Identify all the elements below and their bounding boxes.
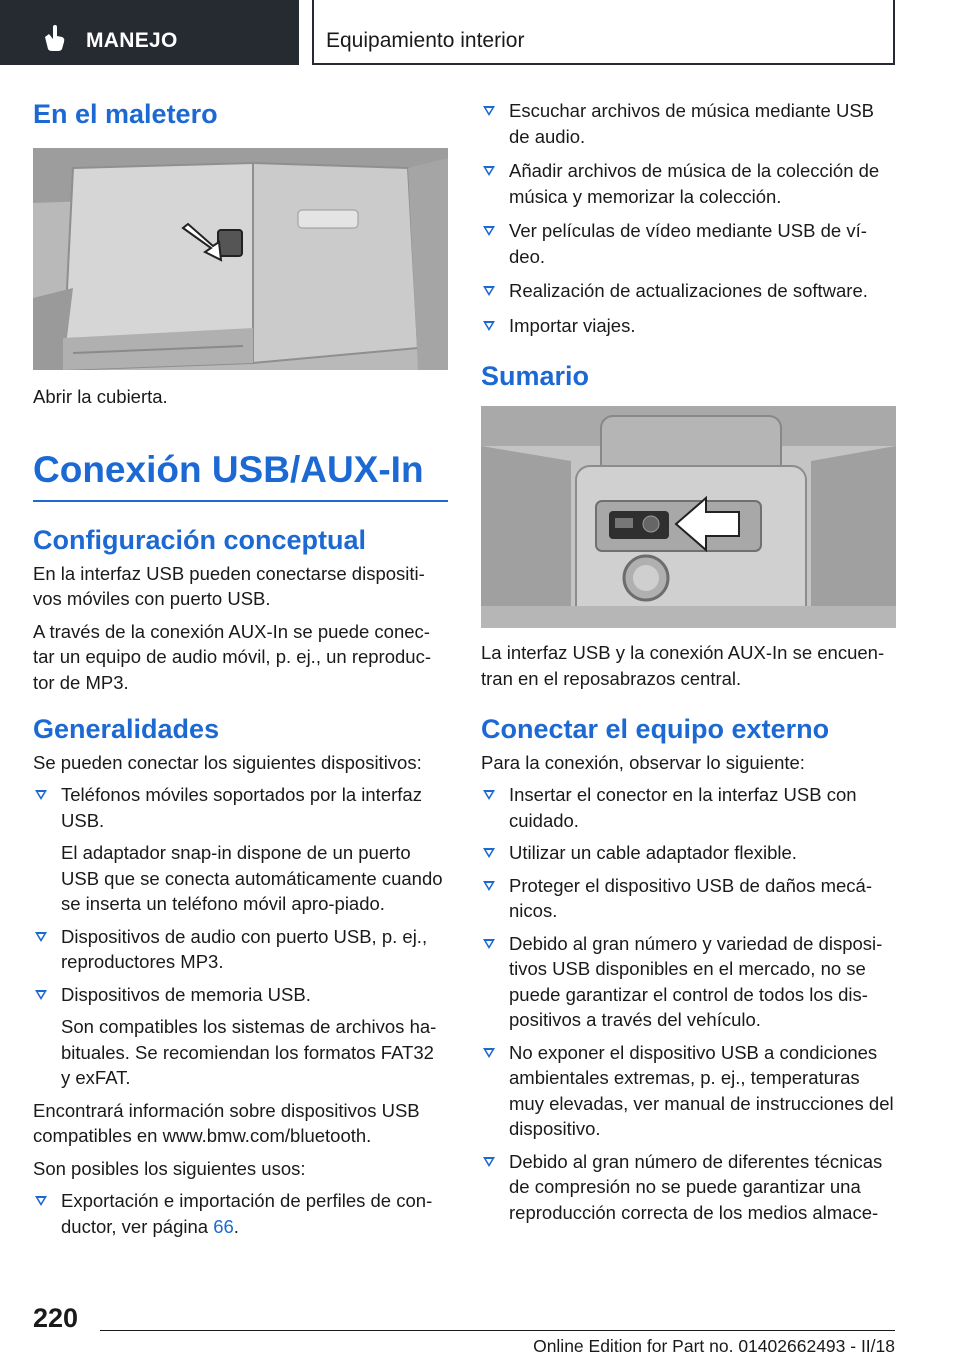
list-item: [33, 1188, 448, 1239]
device-list: [33, 782, 448, 1091]
device-3-note: Son compatibles los sistemas de archivos ha-bituales. Se recomiendan los formatos FAT32 y exFAT.: [61, 1016, 437, 1089]
bullet-triangle-icon: [483, 321, 495, 331]
chapter-tab-label: MANEJO: [86, 29, 178, 52]
bullet-triangle-icon: [35, 1196, 47, 1206]
console-illustration: [481, 406, 896, 628]
use-1-text: Exportación e importación de perfiles de con-ductor, ver página: [61, 1190, 433, 1237]
uses-list-left: [33, 1188, 448, 1239]
concept-title: Configuración conceptual: [33, 525, 367, 556]
bullet-triangle-icon: [35, 790, 47, 800]
trunk-illustration: [33, 148, 448, 370]
chapter-title: Conexión USB/AUX-In: [33, 448, 448, 502]
list-item: [481, 782, 896, 833]
uses-list-right: [481, 98, 896, 338]
list-item: [481, 873, 896, 924]
summary-title: Sumario: [481, 361, 590, 391]
uses-intro: Son posibles los siguientes usos:: [33, 1157, 306, 1179]
chapter-tab[interactable]: [0, 0, 299, 65]
list-item: [481, 1040, 896, 1142]
bullet-triangle-icon: [483, 939, 495, 949]
list-item: [481, 278, 896, 304]
use-5: Realización de actualizaciones de software.: [509, 280, 868, 301]
rule-4: Debido al gran número y variedad de disposi-tivos USB disponibles en el mercado, no se puede garantizar el control de todos los dis-positivos a través del vehículo.: [509, 932, 883, 1031]
bullet-triangle-icon: [483, 286, 495, 296]
page-link[interactable]: 66: [213, 1215, 234, 1237]
right-column: [481, 98, 896, 1225]
bullet-triangle-icon: [483, 790, 495, 800]
caption-maletero: Abrir la cubierta.: [33, 386, 168, 408]
bullet-triangle-icon: [483, 106, 495, 116]
connect-rules-list: [481, 782, 896, 1225]
rule-5: No exponer el dispositivo USB a condiciones ambientales extremas, p. ej., temperaturas muy elevadas, ver manual de instrucciones del dispositivo.: [509, 1041, 894, 1140]
use-2: Escuchar archivos de música mediante USB de audio.: [509, 100, 875, 147]
edition-footer: Online Edition for Part no. 01402662493 - II/18: [533, 1336, 895, 1356]
section-header-label: Equipamiento interior: [326, 29, 525, 52]
use-3: Añadir archivos de música de la colección de música y memorizar la colección.: [509, 160, 880, 207]
bullet-triangle-icon: [483, 166, 495, 176]
left-column: [33, 98, 448, 1239]
hand-icon: [40, 24, 68, 52]
footer-divider: [100, 1330, 895, 1331]
list-item: [481, 98, 896, 149]
list-item: [481, 218, 896, 269]
general-title: Generalidades: [33, 714, 220, 745]
bullet-triangle-icon: [35, 932, 47, 942]
bullet-triangle-icon: [483, 226, 495, 236]
bullet-triangle-icon: [483, 848, 495, 858]
bullet-triangle-icon: [483, 881, 495, 891]
rule-2: Utilizar un cable adaptador flexible.: [509, 842, 797, 864]
rule-1: Insertar el conector en la interfaz USB con cuidado.: [509, 784, 857, 831]
page-number: 220: [33, 1303, 79, 1333]
concept-paragraph-1: En la interfaz USB pueden conectarse dispositi-vos móviles con puerto USB.: [33, 562, 425, 610]
list-item: [481, 840, 896, 866]
rule-3: Proteger el dispositivo USB de daños mecá-nicos.: [509, 874, 872, 922]
list-item: [481, 158, 896, 209]
bullet-triangle-icon: [483, 1048, 495, 1058]
info-text: Encontrará información sobre dispositivos USB compatibles en www.bmw.com/bluetooth.: [33, 1099, 420, 1147]
device-1-note: El adaptador snap-in dispone de un puerto USB que se conecta automáticamente cuando se inserta un teléfono móvil apro-piado.: [61, 842, 443, 915]
device-3: Dispositivos de memoria USB.: [61, 983, 311, 1005]
bullet-triangle-icon: [483, 1157, 495, 1167]
use-1-tail: .: [233, 1215, 239, 1237]
use-6: Importar viajes.: [509, 314, 636, 336]
summary-caption: La interfaz USB y la conexión AUX-In se encuen-tran en el reposabrazos central.: [481, 642, 885, 689]
section-title-maletero: En el maletero: [33, 99, 218, 129]
list-item: [481, 313, 896, 339]
device-1: Teléfonos móviles soportados por la interfaz USB.: [61, 784, 422, 831]
trunk-photo: [33, 148, 448, 370]
device-2: Dispositivos de audio con puerto USB, p. ej., reproductores MP3.: [61, 925, 428, 973]
list-item: [481, 1149, 896, 1226]
bullet-triangle-icon: [35, 990, 47, 1000]
connect-title: Conectar el equipo externo: [481, 714, 830, 745]
list-item: [33, 782, 448, 917]
connect-intro: Para la conexión, observar lo siguiente:: [481, 751, 805, 773]
use-4: Ver películas de vídeo mediante USB de ví-deo.: [509, 220, 867, 267]
list-item: [33, 924, 448, 975]
general-intro: Se pueden conectar los siguientes dispositivos:: [33, 751, 422, 773]
list-item: [481, 931, 896, 1033]
concept-paragraph-2: A través de la conexión AUX-In se puede conec-tar un equipo de audio móvil, p. ej., un reproduc-tor de MP3.: [33, 620, 431, 693]
list-item: [33, 982, 448, 1091]
section-header: [312, 0, 895, 65]
console-photo: [481, 406, 896, 628]
rule-6: Debido al gran número de diferentes técnicas de compresión no se puede garantizar una reproducción correcta de los medios almace-: [509, 1150, 883, 1223]
